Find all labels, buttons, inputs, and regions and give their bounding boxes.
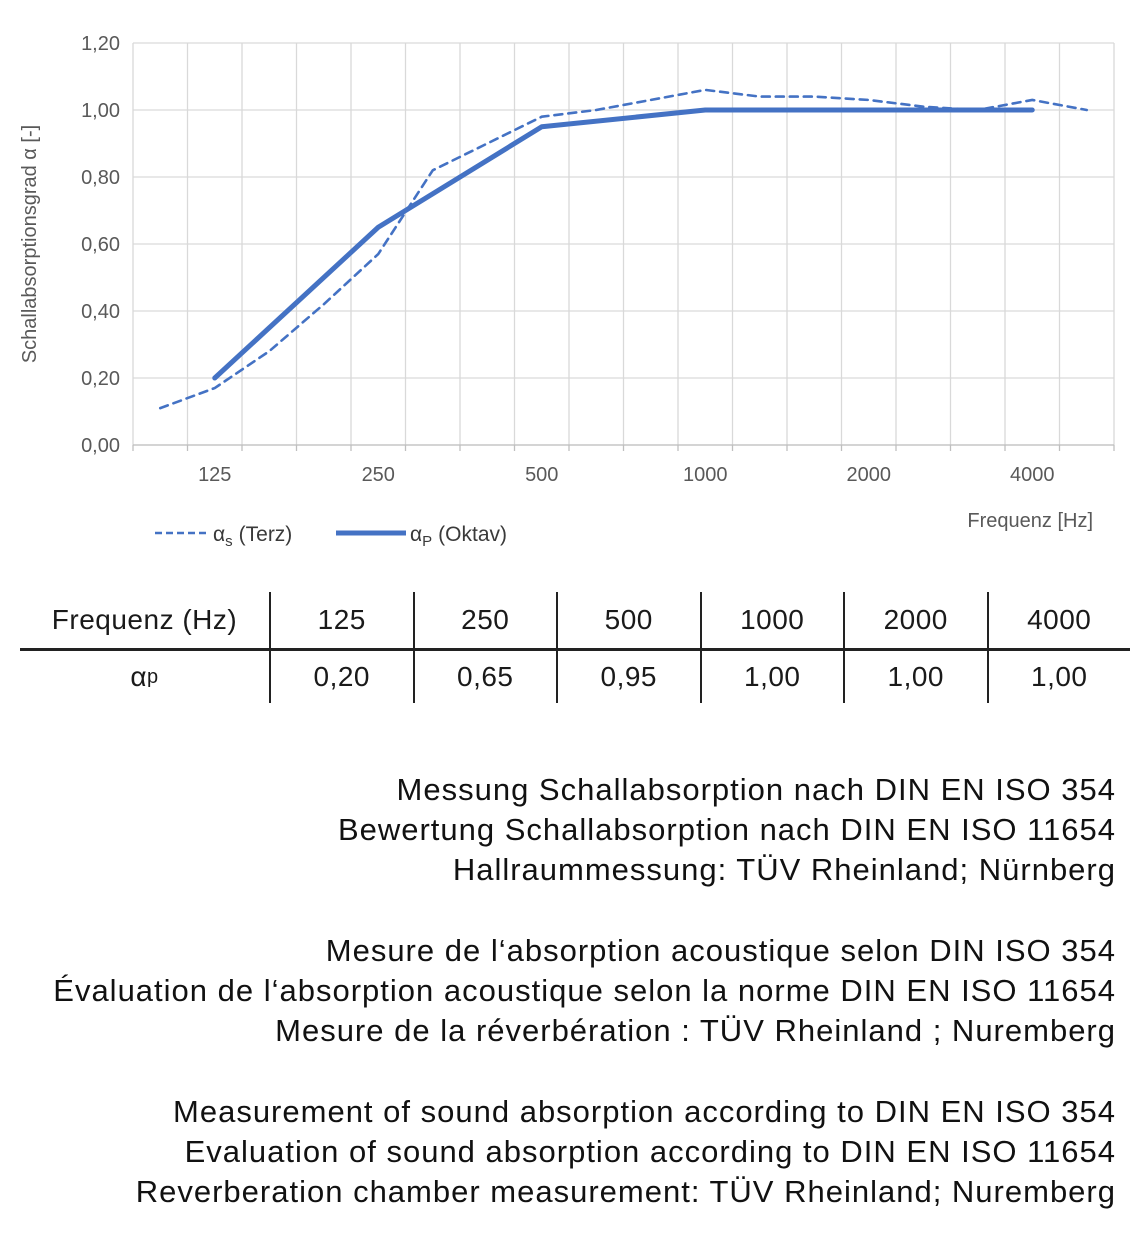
table-header-frequency: Frequenz (Hz) <box>20 592 269 651</box>
note-line: Messung Schallabsorption nach DIN EN ISO 354 <box>396 772 1116 807</box>
absorption-value-table <box>20 592 1130 703</box>
table-alpha-value: 1,00 <box>843 651 987 703</box>
y-tick-label: 0,20 <box>81 368 120 390</box>
y-axis-title: Schallabsorptionsgrad α [-] <box>19 124 41 364</box>
x-tick-label: 500 <box>525 464 559 486</box>
table-frequency-value: 1000 <box>700 592 844 651</box>
notes-french <box>0 931 1116 1051</box>
note-line: Mesure de l‘absorption acoustique selon DIN ISO 354 <box>325 933 1116 968</box>
table-frequency-value: 250 <box>413 592 557 651</box>
note-line: Evaluation of sound absorption according to DIN EN ISO 11654 <box>184 1134 1116 1169</box>
table-alpha-value: 1,00 <box>987 651 1131 703</box>
x-tick-label: 1000 <box>683 464 728 486</box>
legend-terz-label: $\alpha_s$ (Terz) <box>213 523 293 550</box>
y-tick-labels <box>81 33 120 457</box>
measurement-notes <box>0 770 1116 1253</box>
table-alpha-value: 0,95 <box>556 651 700 703</box>
note-line: Bewertung Schallabsorption nach DIN EN ISO 11654 <box>337 812 1116 847</box>
x-tick-label: 250 <box>361 464 395 486</box>
table-frequency-value: 125 <box>269 592 413 651</box>
note-line: Mesure de la réverbération : TÜV Rheinland ; Nuremberg <box>275 1013 1116 1048</box>
x-tick-label: 2000 <box>846 464 891 486</box>
table-row-label-alpha-p: α p <box>130 661 159 692</box>
x-axis-title: Frequenz [Hz] <box>967 510 1093 532</box>
y-tick-label: 0,00 <box>81 435 120 457</box>
notes-english <box>0 1092 1116 1212</box>
table-frequency-value: 4000 <box>987 592 1131 651</box>
y-tick-label: 0,80 <box>81 167 120 189</box>
note-line: Measurement of sound absorption according to DIN EN ISO 354 <box>173 1094 1116 1129</box>
y-tick-label: 0,60 <box>81 234 120 256</box>
table-alpha-value: 1,00 <box>700 651 844 703</box>
note-line: Hallraummessung: TÜV Rheinland; Nürnberg <box>452 852 1116 887</box>
chart-canvas <box>0 0 1135 565</box>
chart-gridlines <box>133 43 1114 445</box>
note-line: Évaluation de l‘absorption acoustique selon la norme DIN EN ISO 11654 <box>53 973 1116 1008</box>
table-frequency-value: 2000 <box>843 592 987 651</box>
y-tick-label: 1,20 <box>81 33 120 55</box>
absorption-chart <box>0 0 1135 565</box>
notes-german <box>0 770 1116 890</box>
chart-legend <box>155 523 507 550</box>
x-tick-labels <box>198 464 1054 486</box>
y-tick-label: 0,40 <box>81 301 120 323</box>
table-frequency-value: 500 <box>556 592 700 651</box>
legend-oktav-label: $\alpha_P$ (Oktav) <box>410 523 507 550</box>
table-alpha-value: 0,20 <box>269 651 413 703</box>
chart-axis <box>133 445 1114 451</box>
x-tick-label: 4000 <box>1010 464 1055 486</box>
note-line: Reverberation chamber measurement: TÜV Rheinland; Nuremberg <box>135 1174 1116 1209</box>
table-alpha-value: 0,65 <box>413 651 557 703</box>
y-tick-label: 1,00 <box>81 100 120 122</box>
x-tick-label: 125 <box>198 464 232 486</box>
